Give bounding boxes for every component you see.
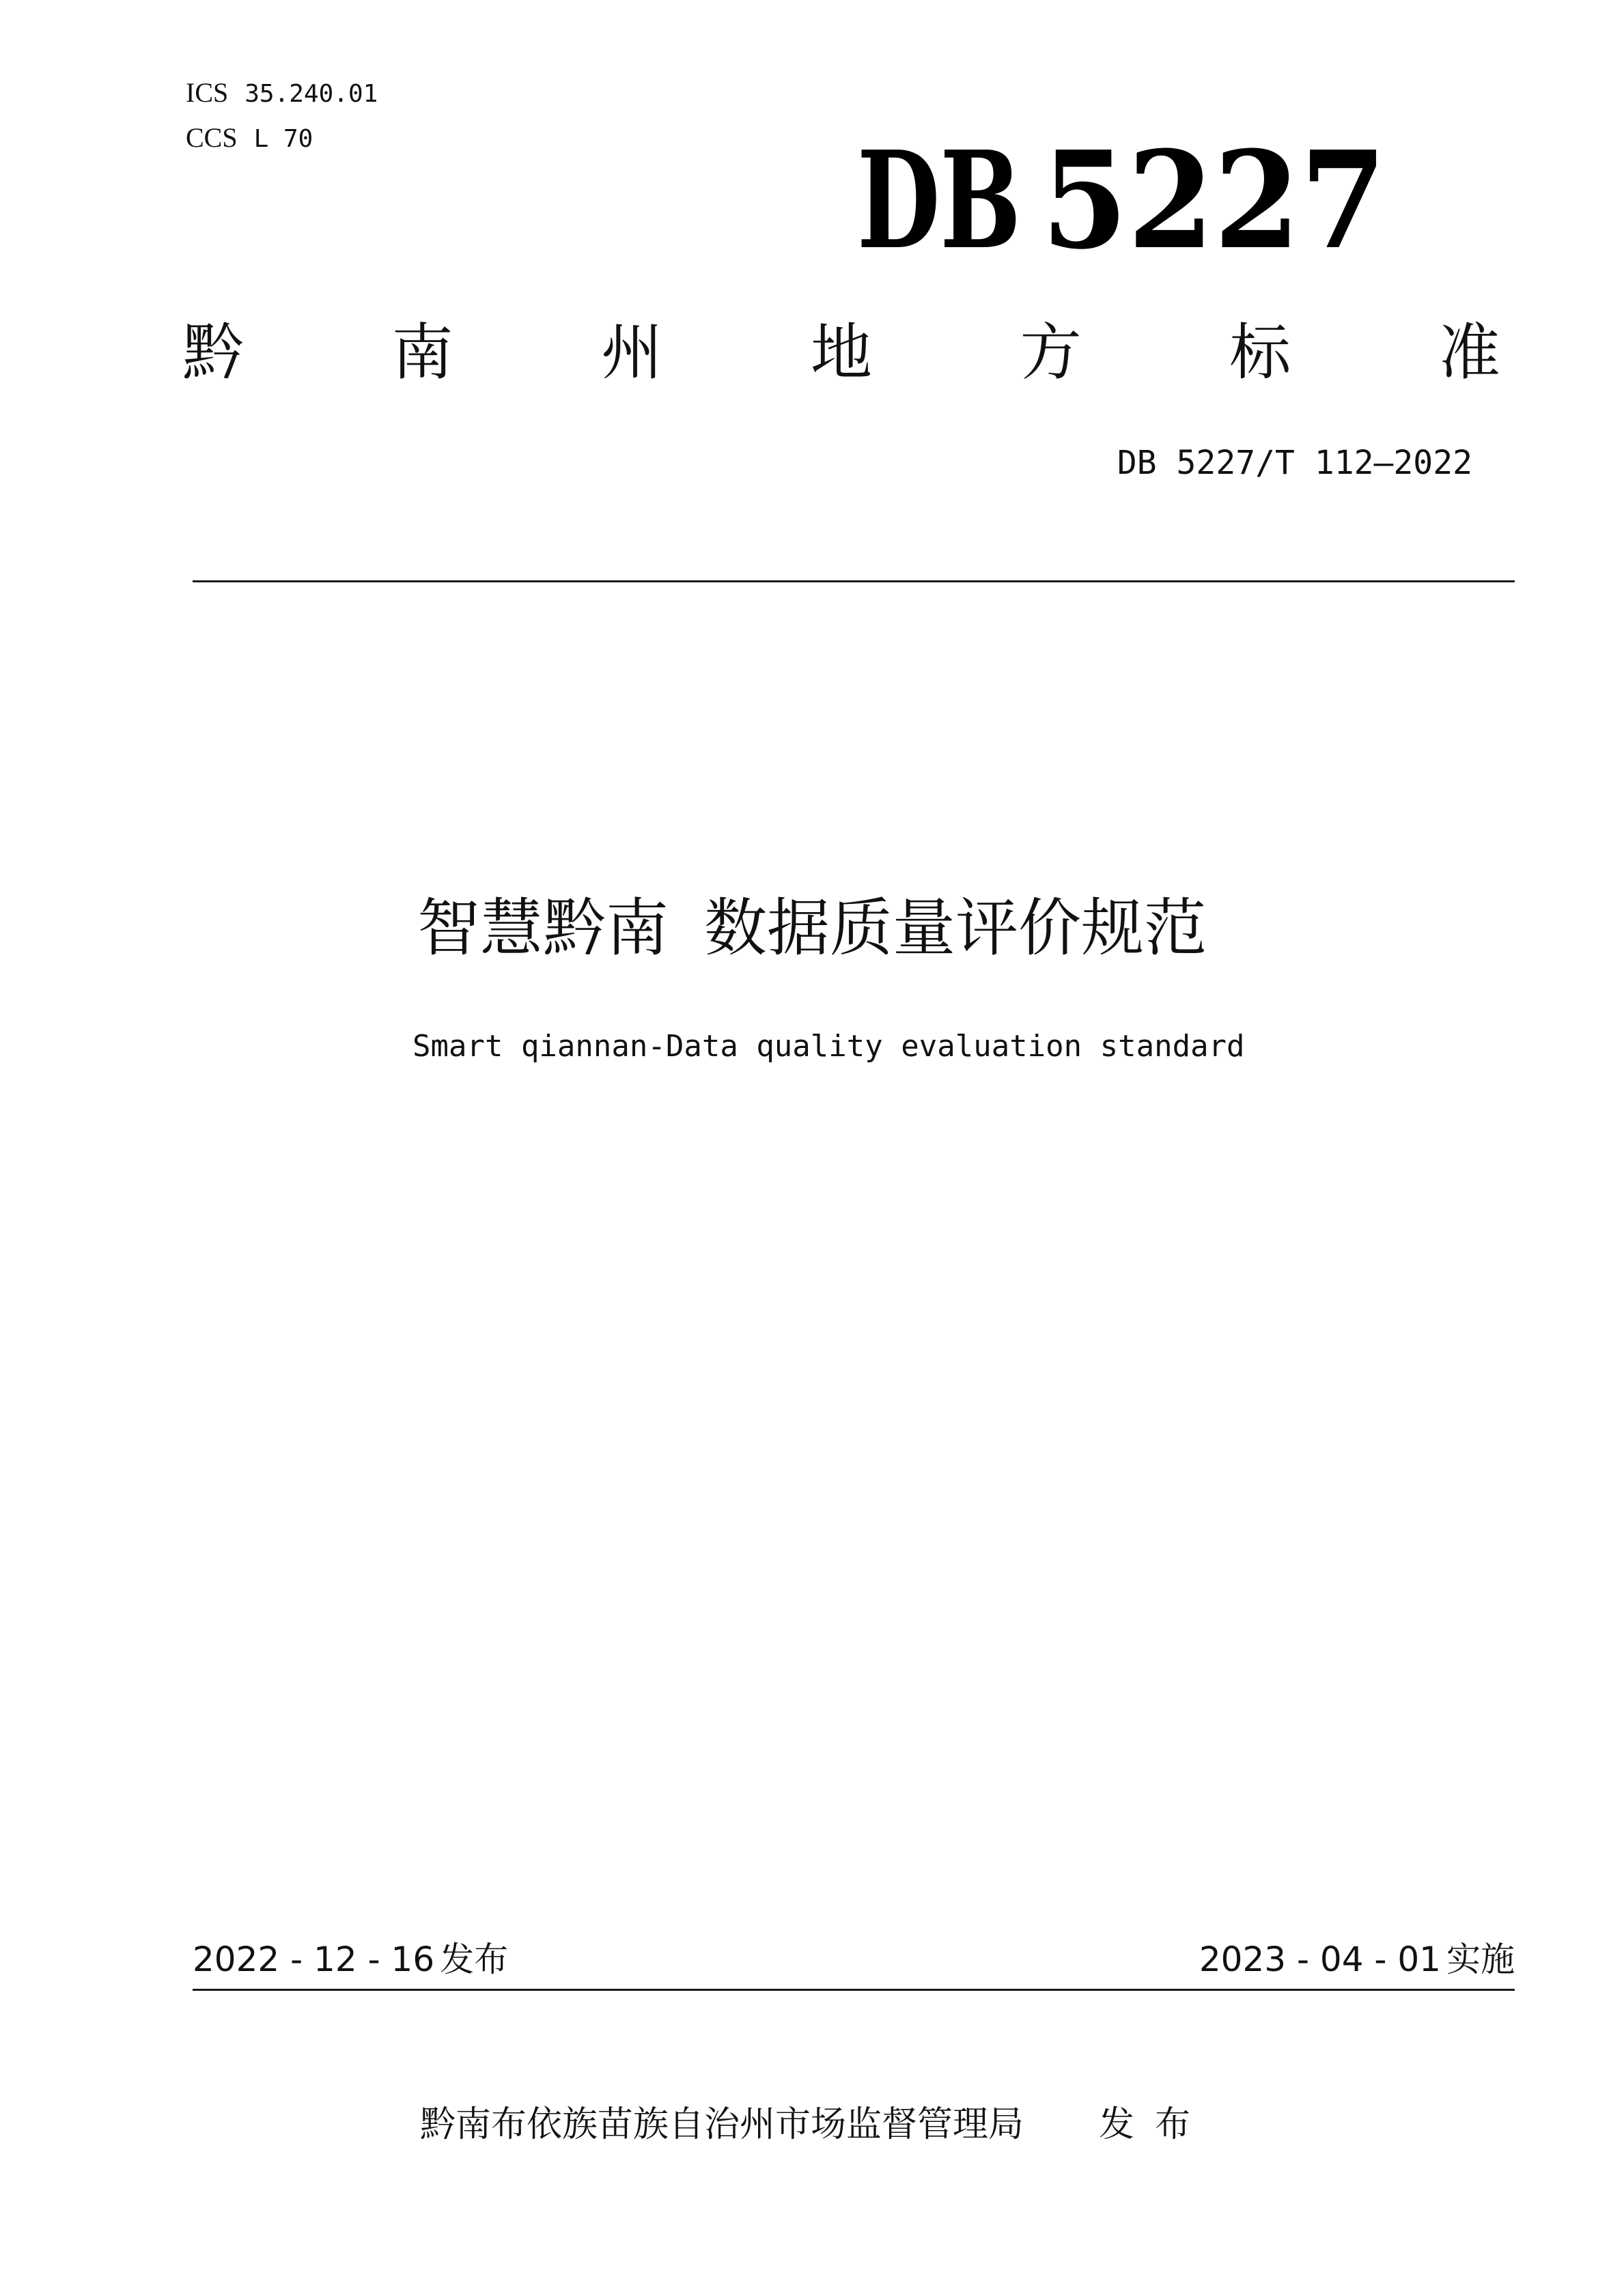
ics-code <box>186 76 378 111</box>
standard-number: DB 5227/T 112—2022 <box>1117 444 1472 482</box>
ccs-label: CCS <box>186 122 238 153</box>
bottom-divider <box>193 1989 1515 1991</box>
issuer-action: 发布 <box>1099 2104 1212 2145</box>
issuer <box>420 2103 1211 2146</box>
standard-type-heading <box>179 315 1504 391</box>
release-date-suffix: 发布 <box>440 1940 509 1979</box>
release-date <box>193 1939 508 1980</box>
standard-type-char: 准 <box>1438 317 1500 388</box>
implement-date <box>1199 1939 1515 1980</box>
db-logo <box>857 143 1390 259</box>
title-cn-part1: 智慧黔南 <box>417 892 669 965</box>
standard-type-char: 黔 <box>182 317 244 388</box>
title-chinese <box>0 891 1624 966</box>
ics-label: ICS <box>186 77 229 108</box>
logo-prefix: DB <box>857 143 1021 259</box>
release-date-value: 2022 - 12 - 16 <box>193 1940 435 1979</box>
standard-type-char: 方 <box>1020 317 1082 388</box>
implement-date-value: 2023 - 04 - 01 <box>1199 1940 1441 1979</box>
implement-date-suffix: 实施 <box>1446 1940 1515 1979</box>
standard-type-char: 标 <box>1229 317 1291 388</box>
standard-type-char: 州 <box>601 317 663 388</box>
title-english: Smart qiannan-Data quality evaluation standard <box>412 1029 1245 1064</box>
ccs-code <box>186 122 313 156</box>
title-cn-part2: 数据质量评价规范 <box>704 892 1207 965</box>
ccs-value: L 70 <box>253 125 313 153</box>
ics-value: 35.240.01 <box>244 80 378 108</box>
standard-type-char: 南 <box>391 317 453 388</box>
top-divider <box>193 580 1515 582</box>
issuer-name: 黔南布依族苗族自治州市场监督管理局 <box>420 2104 1024 2145</box>
standard-type-char: 地 <box>810 317 872 388</box>
logo-number: 5227 <box>1041 143 1386 259</box>
